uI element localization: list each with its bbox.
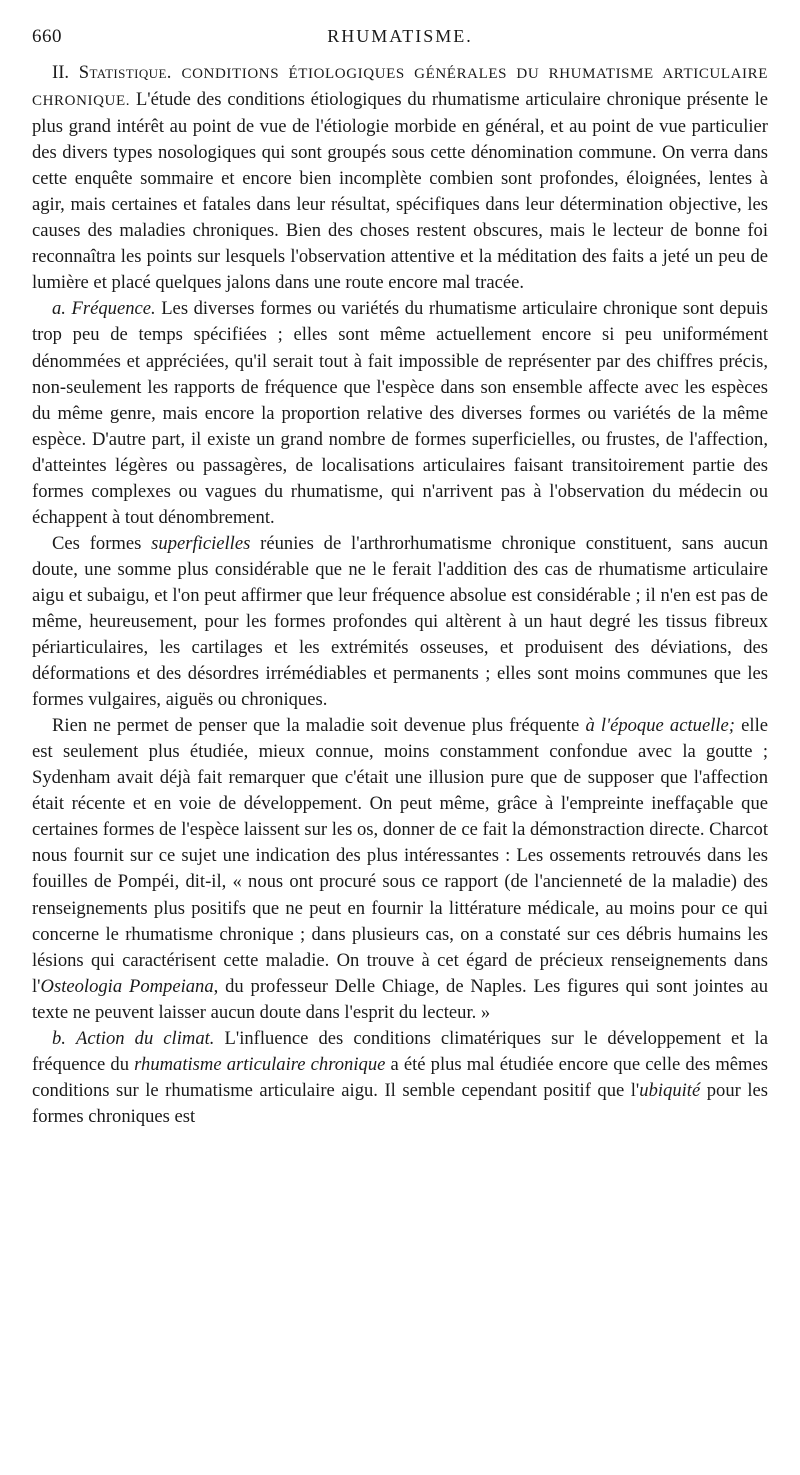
epoque-emphasis: à l'époque actuelle;: [585, 715, 735, 737]
climat-text-b: a été plus mal étudiée encore que celle des mêmes conditions sur le rhumatisme articulaire aigu. Il semble cependant positif que l': [32, 1053, 768, 1101]
superficielles-text-b: réunies de l'arthrorhumatisme chronique constituent, sans aucun doute, une somme plus considérable que ne le ferait l'addition des cas de rhumatisme articulaire aigu et subaigu, et l'on peut affirmer que leur fréquence absolue est considérable ; il n'en est pas de même, heureusement, pour les formes profondes qui altèrent à un haut degré les tissus fibreux périarticulaires, les cartilages et les extrémités osseuses, et produisent des déviations, des déformations et des désordres irrémédiables et permanents ; elles sont moins communes que les formes vulgaires, aiguës ou chroniques.: [32, 532, 769, 711]
running-title: RHUMATISME.: [327, 26, 473, 46]
climat-emphasis: rhumatisme articulaire chronique: [134, 1053, 386, 1075]
superficielles-emphasis: superficielles: [151, 532, 251, 554]
body-text: [32, 60, 768, 1130]
climat-label: b.: [52, 1027, 66, 1049]
epoque-text-c: , du professeur Delle Chiage, de Naples. Les figures qui sont jointes au texte ne peuvent laisser aucun doute dans l'esprit du lecteur. »: [32, 975, 768, 1023]
epoque-text-b: elle est seulement plus étudiée, mieux connue, moins constamment confondue avec la goutte ; Sydenham avait déjà fait remarquer que c'était une illusion pure que de supposer que l'affection était récente et en voie de développement. On peut même, grâce à l'empreinte ineffaçable que certaines formes de l'espèce laissent sur les os, donner de ce fait la démonstraction directe. Charcot nous fournit sur ce sujet une indication des plus intéressantes : Les ossements retrouvés dans les fouilles de Pompéi, dit-il, « nous ont procuré sous ce rapport (de l'ancienneté de la maladie) des renseignements plus positifs que ne peut en fournir la littérature médicale, au moins pour ce qui concerne le rhumatisme chronique ; dans plusieurs cas, on a constaté sur ces débris humains les lésions qui caractérisent cette maladie. On trouve à cet égard de précieux renseignements dans l': [32, 715, 768, 997]
climat-heading: Action du climat.: [76, 1027, 215, 1049]
epoque-paragraph: [32, 713, 768, 1026]
osteologia-title: Osteologia Pompeiana: [40, 975, 214, 997]
frequence-paragraph: [32, 296, 768, 530]
section-label: Statistique.: [78, 62, 172, 83]
section-number: II.: [52, 62, 70, 83]
climat-text-a: L'influence des conditions climatériques sur le développement et la fréquence du: [32, 1027, 768, 1075]
frequence-text: Les diverses formes ou variétés du rhumatisme articulaire chronique sont depuis trop peu de temps spécifiées ; elles sont même actuellement encore si peu uniformément dénommées et appréciées, qu'il serait tout à fait impossible de représenter par des chiffres précis, non-seulement les rapports de fréquence que l'espèce dans son ensemble affecte avec les espèces du même genre, mais encore la proportion relative des diverses formes ou variétés de la même espèce. D'autre part, il existe un grand nombre de formes superficielles, ou frustes, de l'affection, d'atteintes légères ou passagères, de localisations articulaires faisant transitoirement partie des formes complexes ou vagues du rhumatisme, qui n'arrivent pas à l'observation du médecin ou échappent à tout dénombrement.: [32, 298, 768, 528]
section-intro: L'étude des conditions étiologiques du rhumatisme articulaire chronique présente le plus grand intérêt au point de vue de l'étiologie morbide en général, et au point de vue particulier des divers types nosologiques qui sont groupés sous cette dénomination commune. On verra dans cette enquête sommaire et encore bien incomplète combien sont profondes, éloignées, lentes à agir, mais certaines et fatales dans leur résultat, spécifiques dans leur détermination objective, les causes des maladies chroniques. Bien des choses restent obscures, mais le lecteur de bonne foi reconnaîtra les points sur lesquels l'observation attentive et la méditation des faits a jeté un peu de lumière et placé quelques jalons dans une route encore mal tracée.: [32, 89, 768, 294]
superficielles-text-a: Ces formes: [52, 532, 142, 554]
page: [32, 26, 768, 1130]
epoque-text-a: Rien ne permet de penser que la maladie soit devenue plus fréquente: [52, 715, 580, 737]
frequence-label: a.: [52, 298, 66, 320]
running-head: [32, 26, 768, 60]
climat-paragraph: [32, 1026, 768, 1130]
section-title: CONDITIONS ÉTIOLOGIQUES GÉNÉRALES DU RHUMATISME ARTICULAIRE CHRONIQUE.: [32, 66, 769, 110]
ubiquite-emphasis: ubiquité: [639, 1079, 701, 1101]
page-number: 660: [32, 26, 62, 47]
superficielles-paragraph: [32, 531, 768, 713]
section-statistique-paragraph: [32, 60, 768, 296]
frequence-heading: Fréquence.: [71, 298, 156, 320]
climat-text-c: pour les formes chroniques est: [32, 1079, 768, 1127]
